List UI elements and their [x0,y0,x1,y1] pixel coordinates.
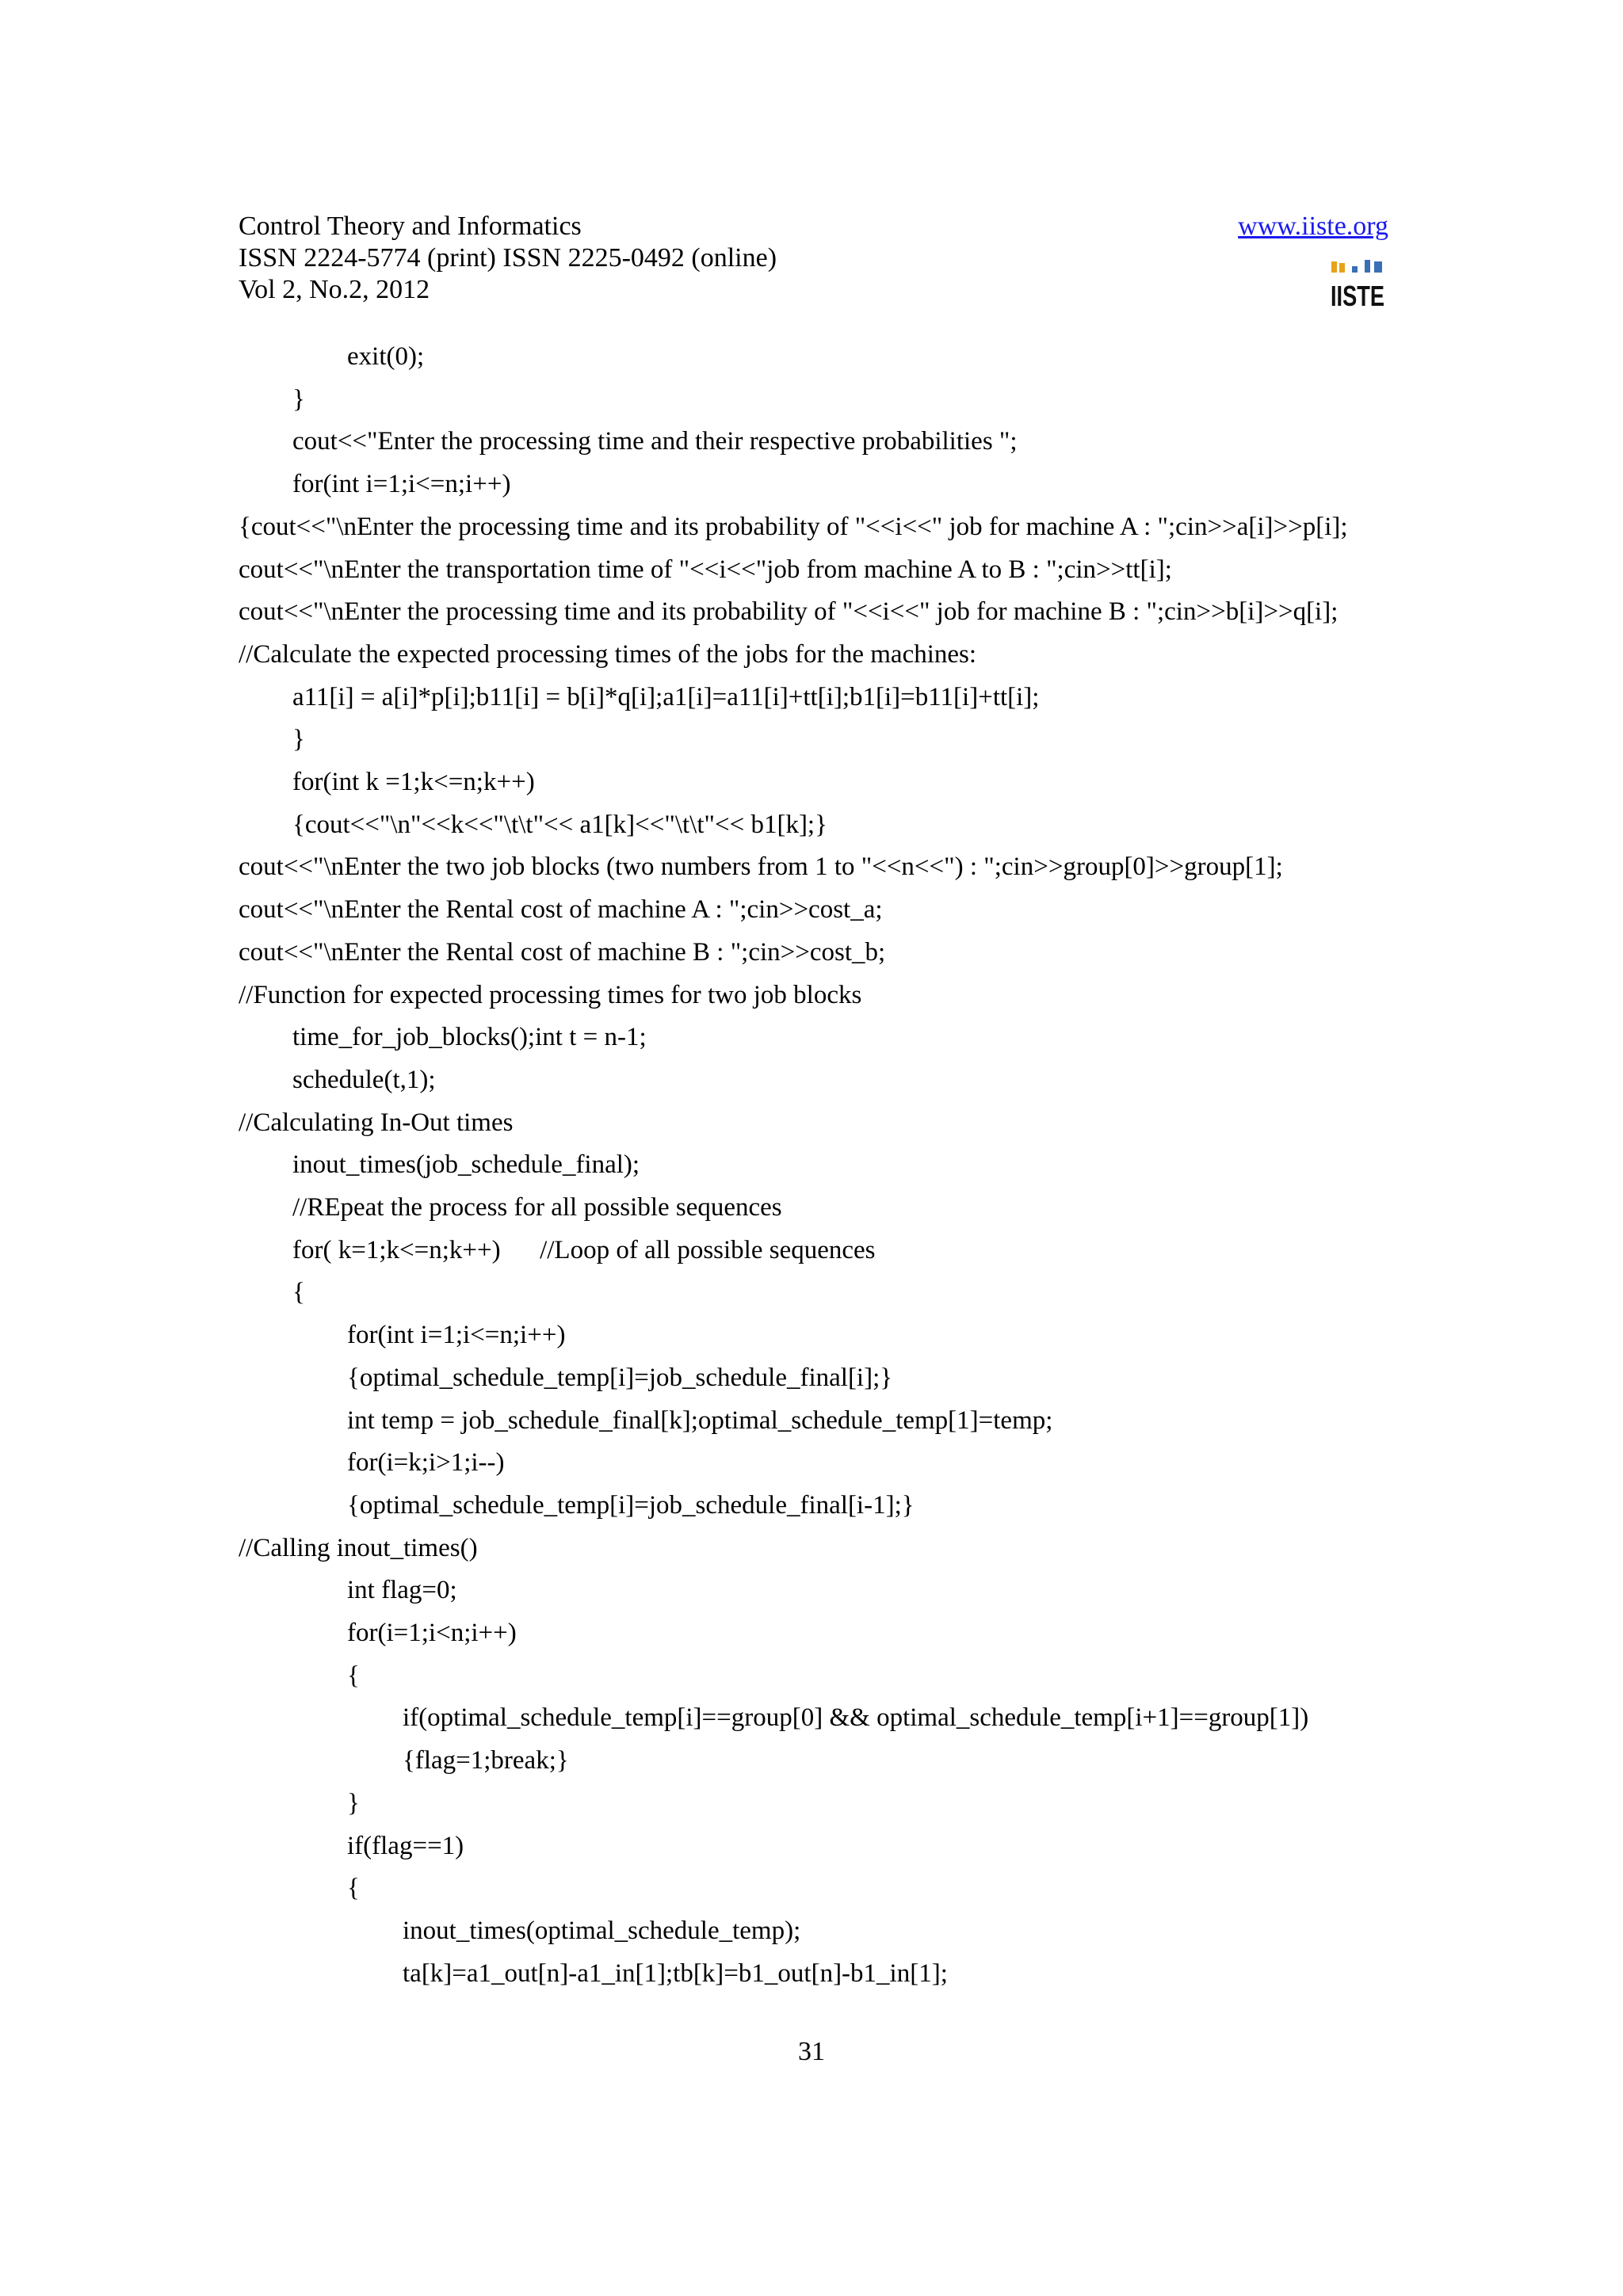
code-line: time_for_job_blocks();int t = n-1; [292,1023,647,1051]
code-line: cout<<"\nEnter the Rental cost of machine B : ";cin>>cost_b; [239,938,886,967]
svg-text:IISTE: IISTE [1331,280,1384,312]
code-line: for(int k =1;k<=n;k++) [292,768,535,796]
code-line: { [347,1874,360,1902]
code-line: for( k=1;k<=n;k++) //Loop of all possible sequences [292,1236,876,1264]
code-line: for(int i=1;i<=n;i++) [347,1321,566,1349]
code-line: //Calculating In-Out times [239,1108,514,1137]
code-line: } [292,385,305,414]
code-line: } [292,725,305,753]
code-line: //Function for expected processing times for two job blocks [239,981,862,1009]
code-line: cout<<"\nEnter the transportation time of "<<i<<"job from machine A to B : ";cin>>tt[i]; [239,555,1172,584]
code-line: int temp = job_schedule_final[k];optimal_schedule_temp[1]=temp; [347,1406,1053,1435]
journal-url-link[interactable]: www.iiste.org [1238,212,1388,241]
code-line: for(i=1;i<n;i++) [347,1619,517,1647]
issn-line: ISSN 2224-5774 (print) ISSN 2225-0492 (online) [239,243,777,273]
code-line: cout<<"Enter the processing time and their respective probabilities "; [292,427,1018,456]
code-line: if(flag==1) [347,1832,464,1860]
code-line: { [347,1661,360,1690]
code-line: if(optimal_schedule_temp[i]==group[0] && optimal_schedule_temp[i+1]==group[1]) [403,1703,1309,1732]
code-line: cout<<"\nEnter the Rental cost of machine A : ";cin>>cost_a; [239,895,883,924]
code-line: inout_times(optimal_schedule_temp); [403,1917,801,1945]
journal-title: Control Theory and Informatics [239,212,582,241]
iiste-logo [1330,258,1387,312]
code-line: cout<<"\nEnter the processing time and its probability of "<<i<<" job for machine B : ";cin>>b[i]>>q[i]; [239,597,1338,626]
code-line: //REpeat the process for all possible sequences [292,1193,782,1222]
code-line: schedule(t,1); [292,1066,436,1094]
code-line: //Calculate the expected processing times of the jobs for the machines: [239,640,977,669]
code-line: {cout<<"\nEnter the processing time and its probability of "<<i<<" job for machine A : ";cin>>a[i]>>p[i]; [239,513,1348,541]
code-line: int flag=0; [347,1576,457,1604]
code-line: for(int i=1;i<=n;i++) [292,470,511,498]
code-line: } [347,1789,360,1817]
code-line: {optimal_schedule_temp[i]=job_schedule_final[i-1];} [347,1491,915,1520]
code-line: { [292,1278,305,1306]
code-line: {optimal_schedule_temp[i]=job_schedule_final[i];} [347,1363,893,1392]
code-line: //Calling inout_times() [239,1534,478,1562]
code-line: for(i=k;i>1;i--) [347,1448,505,1477]
code-line: cout<<"\nEnter the two job blocks (two numbers from 1 to "<<n<<") : ";cin>>group[0]>>group[1]; [239,852,1283,881]
code-line: inout_times(job_schedule_final); [292,1150,640,1179]
code-line: exit(0); [347,342,425,371]
page-number: 31 [798,2037,825,2066]
code-line: {flag=1;break;} [403,1746,569,1775]
code-line: ta[k]=a1_out[n]-a1_in[1];tb[k]=b1_out[n]-b1_in[1]; [403,1959,948,1988]
volume-line: Vol 2, No.2, 2012 [239,275,430,304]
code-line: {cout<<"\n"<<k<<"\t\t"<< a1[k]<<"\t\t"<< b1[k];} [292,810,827,839]
code-line: a11[i] = a[i]*p[i];b11[i] = b[i]*q[i];a1[i]=a11[i]+tt[i];b1[i]=b11[i]+tt[i]; [292,683,1040,711]
